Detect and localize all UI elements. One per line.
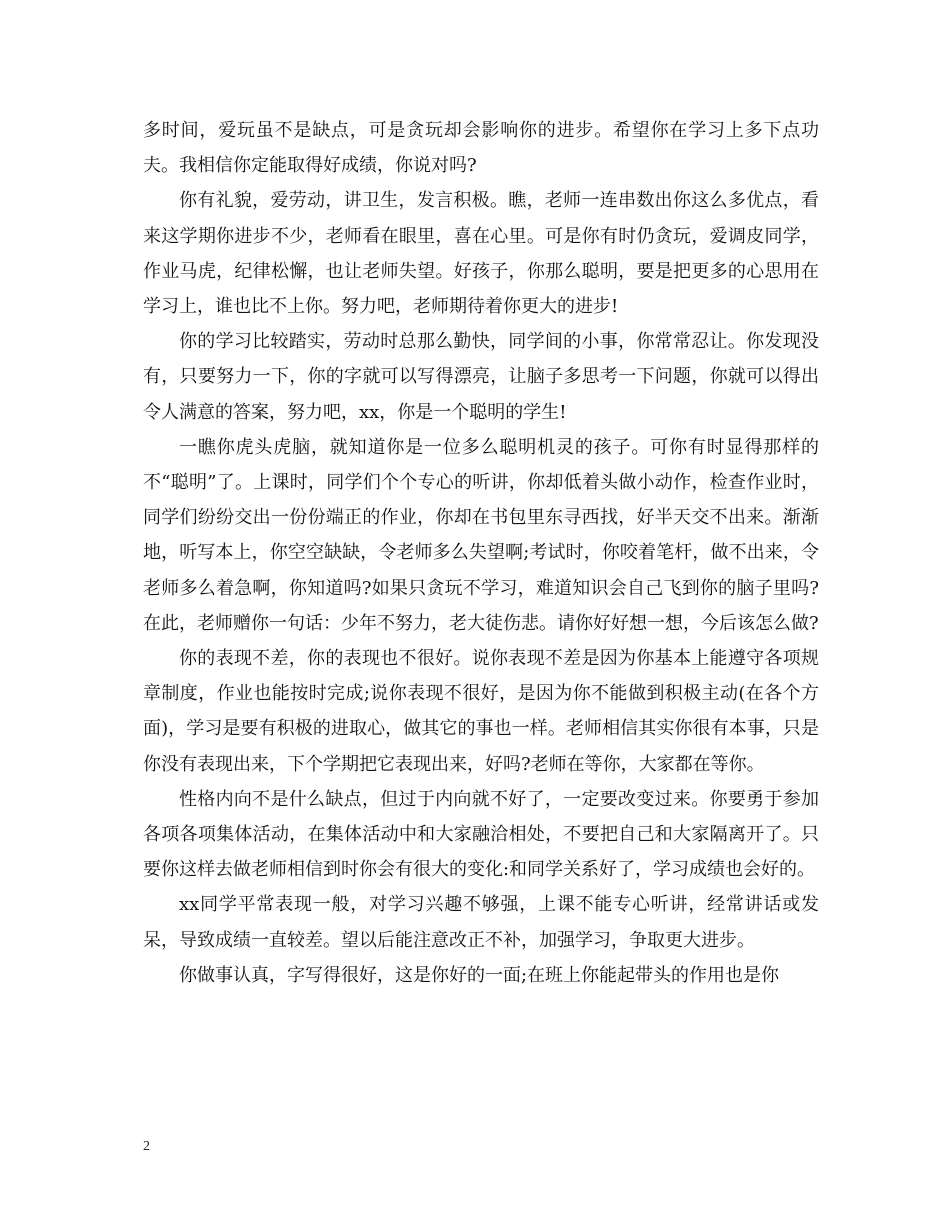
paragraph-7: xx同学平常表现一般，对学习兴趣不够强，上课不能专心听讲，经常讲话或发呆，导致成绩一直较差。望以后能注意改正不补，加强学习，争取更大进步。 <box>143 894 819 951</box>
paragraph-4: 一瞧你虎头虎脑，就知道你是一位多么聪明机灵的孩子。可你有时显得那样的不“聪明”了。上课时，同学们个个专心的听讲，你却低着头做小动作，检查作业时，同学们纷纷交出一份份端正的作业，你却在书包里东寻西找，好半天交不出来。渐渐地，听写本上，你空空缺缺，令老师多么失望啊;考试时，你咬着笔杆，做不出来，令老师多么着急啊，你知道吗?如果只贪玩不学习，难道知识会自己飞到你的脑子里吗?在此，老师赠你一句话：少年不努力，老大徒伤悲。请你好好想一想，今后该怎么做? <box>143 436 819 634</box>
paragraph-1: 多时间，爱玩虽不是缺点，可是贪玩却会影响你的进步。希望你在学习上多下点功夫。我相信你定能取得好成绩，你说对吗? <box>143 120 819 177</box>
page-number: 2 <box>143 1139 150 1154</box>
paragraph-2: 你有礼貌，爱劳动，讲卫生，发言积极。瞧，老师一连串数出你这么多优点，看来这学期你进步不少，老师看在眼里，喜在心里。可是你有时仍贪玩，爱调皮同学，作业马虎，纪律松懈，也让老师失望。好孩子，你那么聪明，要是把更多的心思用在学习上，谁也比不上你。努力吧，老师期待着你更大的进步! <box>143 190 819 318</box>
paragraph-6: 性格内向不是什么缺点，但过于内向就不好了，一定要改变过来。你要勇于参加各项各项集体活动，在集体活动中和大家融洽相处，不要把自己和大家隔离开了。只要你这样去做老师相信到时你会有很大的变化:和同学关系好了，学习成绩也会好的。 <box>143 788 819 881</box>
paragraph-3: 你的学习比较踏实，劳动时总那么勤快，同学间的小事，你常常忍让。你发现没有，只要努力一下，你的字就可以写得漂亮，让脑子多思考一下问题，你就可以得出令人满意的答案，努力吧，xx，你是一个聪明的学生! <box>143 331 819 423</box>
document-body <box>143 113 819 993</box>
paragraph-5: 你的表现不差，你的表现也不很好。说你表现不差是因为你基本上能遵守各项规章制度，作业也能按时完成;说你表现不很好，是因为你不能做到积极主动(在各个方面)，学习是要有积极的进取心，做其它的事也一样。老师相信其实你很有本事，只是你没有表现出来，下个学期把它表现出来，好吗?老师在等你，大家都在等你。 <box>143 648 819 775</box>
paragraph-8: 你做事认真，字写得很好，这是你好的一面;在班上你能起带头的作用也是你 <box>179 964 780 986</box>
